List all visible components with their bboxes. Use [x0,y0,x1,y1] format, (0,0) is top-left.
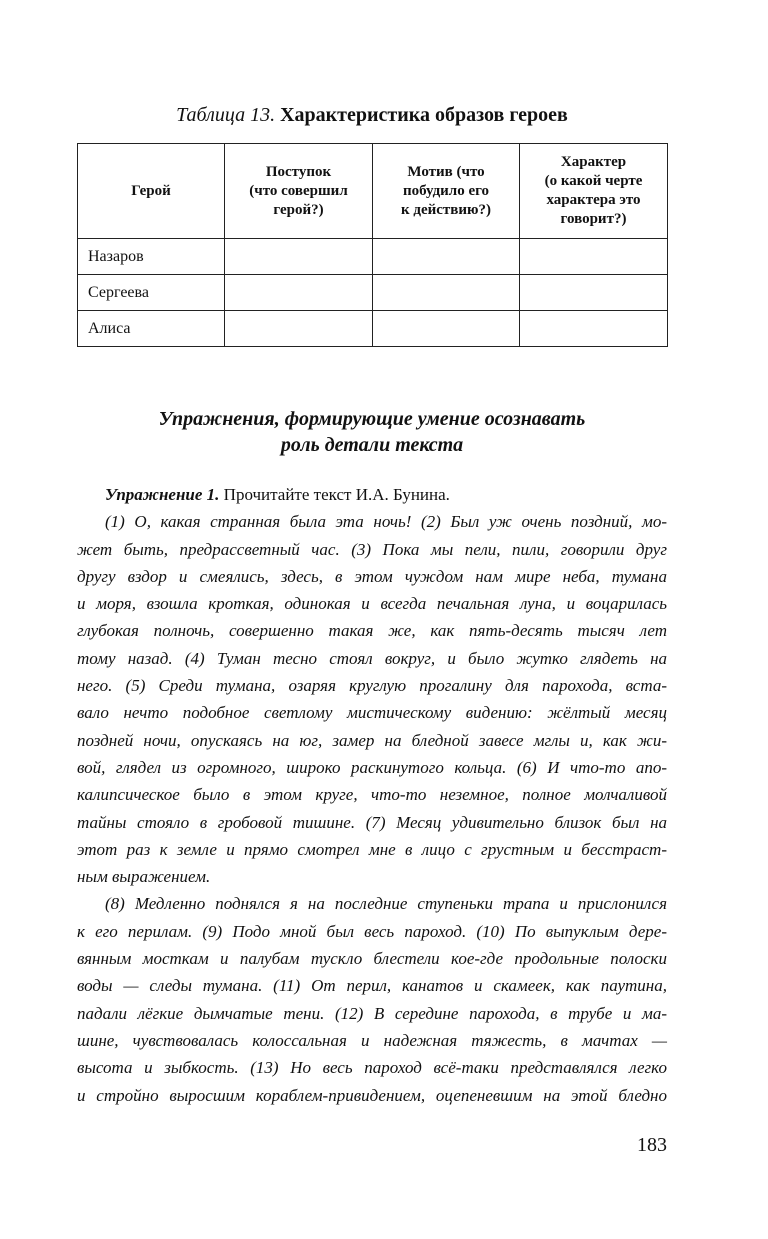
text-line: поздней ночи, опускаясь на юг, замер на бледной завесе мглы и, как жи- [77,730,667,750]
exercise-heading [77,481,667,508]
header-line: (что совершил [249,182,348,199]
page-number: 183 [637,1134,667,1156]
hero-name-cell: Назаров [78,239,225,275]
header-character [520,144,668,239]
table-caption-label: Таблица 13. [176,104,276,126]
text-line: и стройно выросшим кораблем-привидением, оцепеневшим на этой бледно [77,1085,667,1105]
header-line: Характер [560,154,627,170]
text-line: высота и зыбкость. (13) Но весь пароход всё-таки представлялся легко [77,1058,667,1078]
section-title-line: роль детали текста [280,434,464,456]
text-line: к его перилам. (9) Подо мной был весь пароход. (10) По выпуклым дере- [77,921,667,941]
text-line: ным выражением. [77,867,211,887]
table-header-row [78,144,668,239]
empty-cell [520,311,668,347]
header-motive [373,144,520,239]
text-line: и моря, взошла кроткая, одинокая и всегда печальная луна, и воцарилась [77,594,667,614]
table-row [78,275,668,311]
empty-cell [373,311,520,347]
header-hero [78,144,225,239]
header-line: характера это [546,192,641,208]
text-line: (1) О, какая странная была эта ночь! (2) Был уж очень поздний, мо- [105,512,667,532]
text-line: него. (5) Среди тумана, озаряя круглую прогалину для парохода, вста- [77,676,667,696]
header-line: Поступок [265,163,332,180]
heroes-table [77,143,668,347]
header-line: Герой [131,182,171,199]
header-line: побудило его [402,182,490,199]
empty-cell [225,239,373,275]
exercise-instruction: Прочитайте текст И.А. Бунина. [219,485,450,504]
empty-cell [520,275,668,311]
header-line: говорит?) [560,211,627,227]
text-line: глубокая полночь, совершенно такая же, как пять-десять тысяч лет [77,621,667,641]
header-action [225,144,373,239]
exercise-label: Упражнение 1. [105,485,220,504]
exercise-body [77,481,667,1109]
text-line: калипсическое было в этом круге, что-то неземное, полное молчаливой [77,785,667,805]
text-line: тому назад. (4) Туман тесно стоял вокруг, и было жутко глядеть на [77,648,667,668]
text-line: другу вздор и смеялись, здесь, в этом чуждом нам мире неба, тумана [77,566,667,586]
table-caption [77,101,667,129]
empty-cell [373,275,520,311]
header-line: (о какой черте [544,173,643,189]
section-title [77,406,667,458]
text-line: вянным мосткам и палубам тускло блестели кое-где продольные полоски [77,949,667,969]
text-line: падали лёгкие дымчатые тени. (12) В середине парохода, в трубе и ма- [77,1003,667,1023]
empty-cell [225,275,373,311]
table-row [78,239,668,275]
text-line: вало нечто подобное светлому мистическому видению: жёлтый месяц [77,703,667,723]
text-line: жет быть, предрассветный час. (3) Пока мы пели, пили, говорили друг [77,539,667,559]
text-line: (8) Медленно поднялся я на последние ступеньки трапа и прислонился [105,894,667,914]
table-row [78,311,668,347]
hero-name-cell: Алиса [78,311,225,347]
text-line: этот раз к земле и прямо смотрел мне в лицо с грустным и бесстраст- [77,839,667,859]
empty-cell [520,239,668,275]
table-caption-title: Характеристика образов героев [280,104,568,126]
header-line: Мотив (что [407,163,485,180]
text-line: шине, чувствовалась колоссальная и надежная тяжесть, в мачтах — [77,1030,667,1050]
header-line: герой?) [273,201,324,218]
text-line: тайны стояло в гробовой тишине. (7) Месяц удивительно близок был на [77,812,667,832]
hero-name-cell: Сергеева [78,275,225,311]
text-line: воды — следы тумана. (11) От перил, канатов и скамеек, как паутина, [77,976,667,996]
empty-cell [373,239,520,275]
text-line: вой, глядел из огромного, широко раскинутого кольца. (6) И что-то апо- [77,757,667,777]
section-title-line: Упражнения, формирующие умение осознавать [158,408,586,430]
empty-cell [225,311,373,347]
header-line: к действию?) [400,201,491,218]
